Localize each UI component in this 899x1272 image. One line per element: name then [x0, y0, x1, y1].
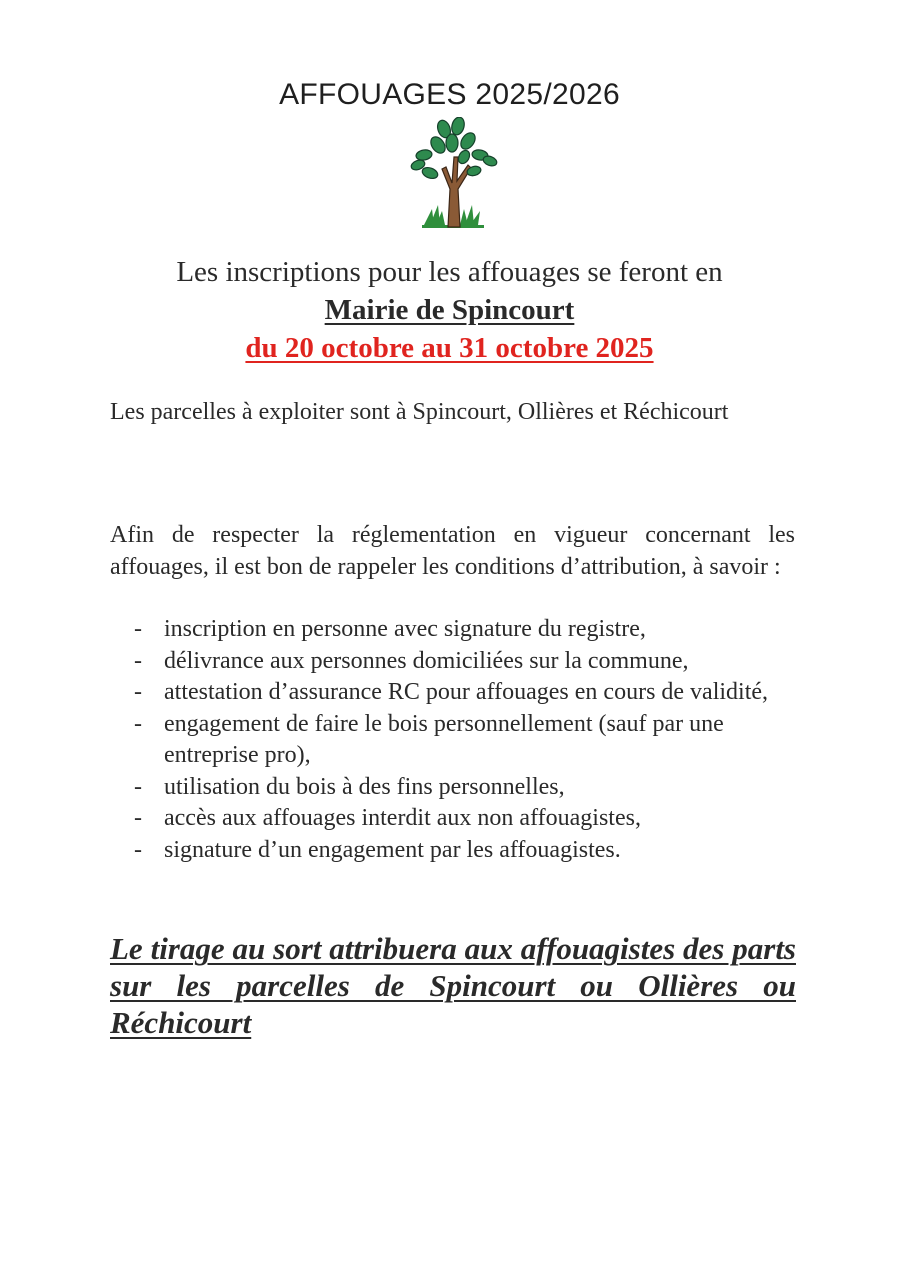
condition-text: inscription en personne avec signature du registre,	[164, 616, 646, 642]
list-item	[110, 835, 770, 867]
registration-dates-text: du 20 octobre au 31 octobre 2025	[245, 332, 654, 364]
bullet-dash: -	[134, 679, 142, 705]
tree-icon	[402, 117, 504, 229]
registration-dates	[0, 329, 899, 367]
list-item	[110, 772, 770, 804]
bullet-dash: -	[134, 710, 142, 737]
registration-place-text: Mairie de Spincourt	[324, 294, 575, 326]
conditions-list	[110, 614, 770, 866]
list-item	[110, 646, 770, 678]
bullet-dash: -	[134, 647, 142, 674]
condition-text: attestation d’assurance RC pour affouages en cours de validité,	[164, 679, 769, 705]
bullet-dash: -	[134, 773, 142, 800]
regulation-paragraph: Afin de respecter la réglementation en vigueur concernant les affouages, il est bon de rappeler les conditions d’attribution, à savoir :	[110, 522, 795, 580]
condition-text: accès aux affouages interdit aux non affouagistes,	[164, 805, 641, 831]
list-item	[110, 614, 770, 646]
page-title: AFFOUAGES 2025/2026	[279, 78, 620, 111]
list-item	[110, 709, 770, 772]
intro-text: Les inscriptions pour les affouages se feront en	[176, 256, 723, 288]
registration-intro	[0, 253, 899, 367]
lottery-notice-text: Le tirage au sort attribuera aux affouagistes des parts sur les parcelles de Spincourt ou Ollières ou Réchicourt	[110, 931, 796, 1040]
bullet-dash: -	[134, 805, 142, 831]
bullet-dash: -	[134, 616, 142, 642]
list-item	[110, 803, 770, 835]
condition-text: utilisation du bois à des fins personnelles,	[164, 773, 565, 800]
list-item	[110, 677, 770, 709]
parcels-paragraph: Les parcelles à exploiter sont à Spincourt, Ollières et Réchicourt	[110, 399, 729, 425]
bullet-dash: -	[134, 836, 142, 863]
registration-place	[0, 291, 899, 329]
lottery-notice	[110, 930, 796, 1041]
condition-text: engagement de faire le bois personnellement (sauf par une entreprise pro),	[164, 710, 724, 768]
condition-text: délivrance aux personnes domiciliées sur la commune,	[164, 647, 689, 674]
condition-text: signature d’un engagement par les affouagistes.	[164, 836, 621, 863]
